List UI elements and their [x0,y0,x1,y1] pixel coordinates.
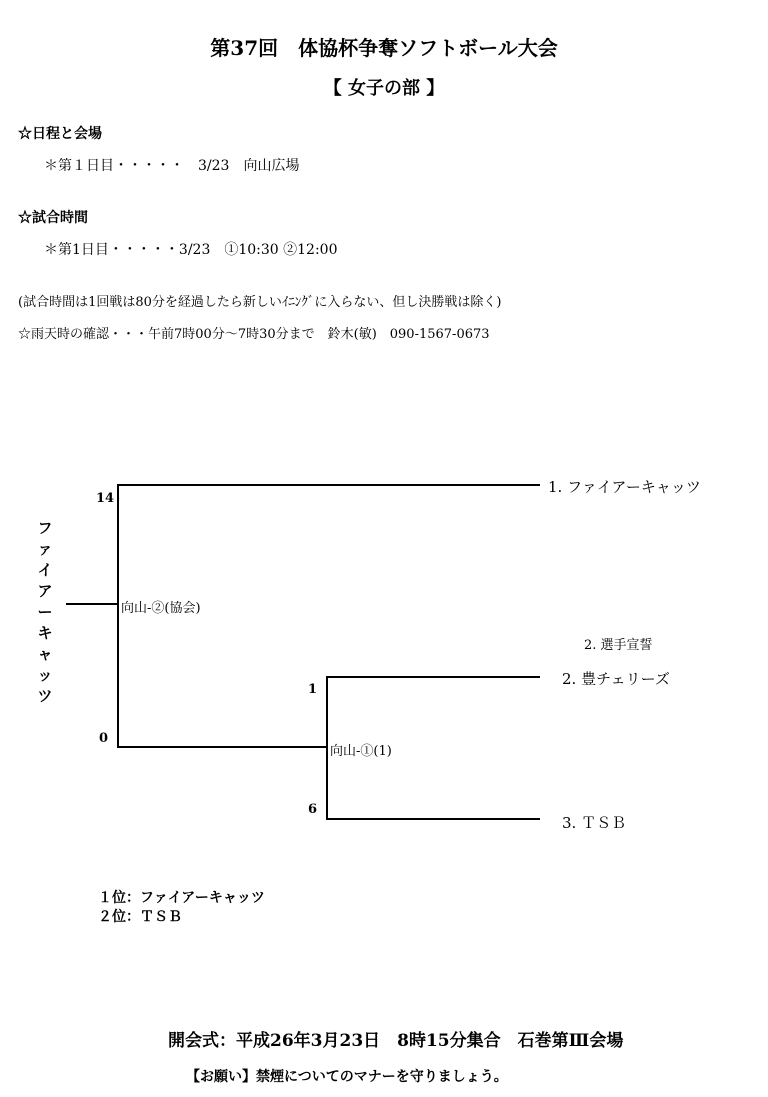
semi-winner-line [117,746,327,748]
score-semi-top: 1 [308,682,318,697]
match-time-line: ＊第1日目・・・・・3/23 ①10:30 ②12:00 [44,242,338,258]
champion-vertical-label: フ ァ イ ア ー キ ャ ッ ツ [37,519,53,705]
page-title: 第37回 体協杯争奪ソフトボール大会 [210,36,558,60]
champion-line [66,603,118,605]
final-vertical-line [117,484,119,748]
schedule-line: ＊第１日目・・・・・ 3/23 向山広場 [44,158,300,174]
result-second: ２位：ＴＳＢ [98,909,182,925]
request-note: 【お願い】禁煙についてのマナーを守りましょう。 [186,1069,508,1085]
oath-label: 2. 選手宣誓 [584,638,653,653]
opening-ceremony: 開会式：平成26年3月23日 8時15分集合 石巻第Ⅲ会場 [168,1031,624,1051]
rain-note: ☆雨天時の確認・・・午前7時00分～7時30分まで 鈴木(敏) 090-1567-0673 [18,327,490,342]
team-3-name: 3. ＴＳＢ [562,814,627,832]
rule-note: (試合時間は1回戦は80分を経過したら新しいｲﾆﾝｸﾞに入らない、但し決勝戦は除く) [18,295,502,310]
team-1-name: 1. ファイアーキャッツ [548,478,701,496]
result-first: １位：ファイアーキャッツ [98,890,265,906]
team1-line [117,484,540,486]
score-final-top: 14 [96,491,115,506]
score-semi-bottom: 6 [308,802,318,817]
team2-line [326,676,540,678]
page-subtitle: 【 女子の部 】 [323,78,445,99]
schedule-heading: ☆日程と会場 [18,126,102,142]
team-2-name: 2. 豊チェリーズ [562,670,670,688]
semi-game-label: 向山-①(1) [330,744,392,759]
score-final-bottom: 0 [99,731,109,746]
team3-line [326,818,540,820]
match-time-heading: ☆試合時間 [18,210,88,226]
semi-vertical-line [326,676,328,820]
final-game-label: 向山-②(協会) [121,601,201,616]
